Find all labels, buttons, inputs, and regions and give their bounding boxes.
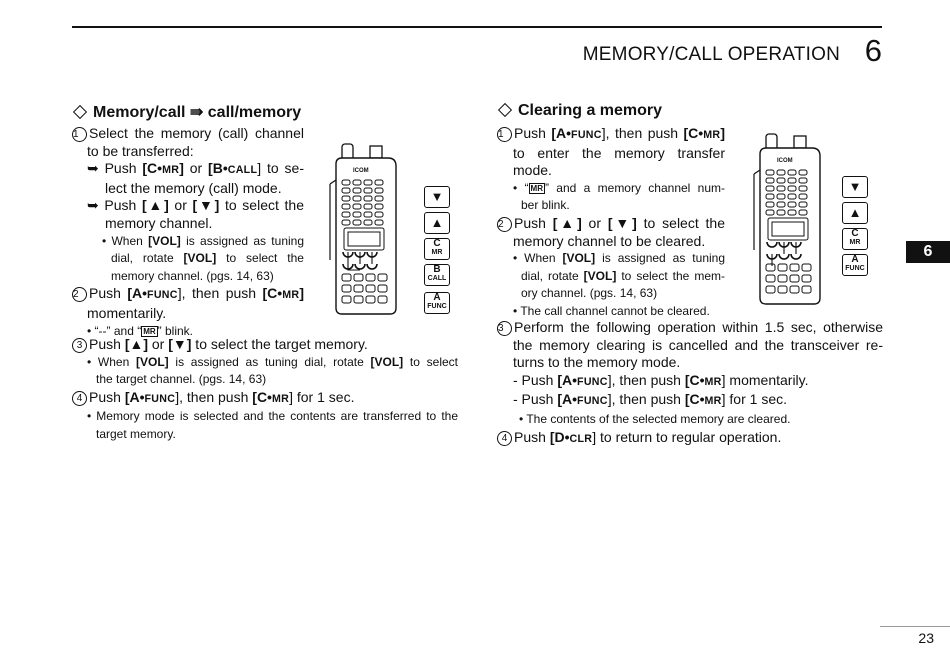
section-heading-right: Clearing a memory: [497, 102, 662, 120]
page-number: 23: [918, 630, 934, 646]
footer-rule: [880, 626, 950, 627]
left-step-1: 1 Select the memory (call) channel to be transferred: ➥ Push [C•MR] or [B•CALL] to se- lect the memory (call) mode. ➥ Push [▲] or [▼] to select the memory channel. • When [VOL] is assigned as tuning dial, rotate [VOL] to select the memory channel. (pgs. 14, 63) 2 Push [A•FUNC], then push [C•MR] momentarily. • “--” and “ MR ” blink.: [73, 125, 305, 338]
radio-illustration-right: [750, 130, 878, 306]
key-down-button: ▼: [424, 186, 450, 208]
radio-body-icon: [750, 130, 850, 306]
brand-label: ICOM: [353, 168, 369, 174]
diamond-icon: [498, 103, 512, 117]
key-a-func-button: A FUNC: [424, 292, 450, 314]
key-up-button: ▲: [842, 202, 868, 224]
right-steps-3-4: 3 Perform the following operation within 1.5 sec, otherwise the memory clearing is cancelled and the transceiver re- turns to the memory mode. - Push [A•FUNC], then push [C•MR] momentarily. - Push [A•FUNC], then push [C•MR] for 1 sec. • The contents of the selected memory are cleared. 4 Push [D•CLR] to return to regular operation.: [498, 319, 883, 445]
left-steps-3-4: 3 Push [▲] or [▼] to select the target memory. • When [VOL] is assigned as tuning dial, rotate [VOL] to select the target channel. (pgs. 14, 63) 4 Push [A•FUNC], then push [C•MR] for 1 sec. • Memory mode is selected and the contents are transferred to the target memory.: [72, 336, 458, 444]
key-c-mr-button: C MR: [424, 238, 450, 260]
diamond-icon: [73, 105, 87, 119]
page-header-title: MEMORY/CALL OPERATION: [582, 44, 840, 65]
key-b-call-button: B CALL: [424, 264, 450, 286]
key-a-func-button: A FUNC: [842, 254, 868, 276]
radio-body-icon: [326, 140, 426, 316]
right-steps-1-2: 1 Push [A•FUNC], then push [C•MR] to enter the memory transfer mode. • “ MR ” and a memory channel num- ber blink. 2 Push [▲] or [▼] to select the memory channel to be cleared. • When [VOL] is assigned as tuning dial, rotate [VOL] to select the mem- ory channel. (pgs. 14, 63) • The call channel cannot be cleared.: [498, 125, 726, 318]
brand-label: ICOM: [777, 158, 793, 164]
section-heading-left: Memory/call ⇛ call/memory: [72, 102, 301, 122]
chapter-side-tab: 6: [906, 241, 950, 263]
key-c-mr-button: C MR: [842, 228, 868, 250]
header-rule: [72, 26, 882, 28]
radio-illustration-left: [326, 140, 454, 316]
chapter-number: 6: [864, 33, 882, 68]
key-down-button: ▼: [842, 176, 868, 198]
key-up-button: ▲: [424, 212, 450, 234]
